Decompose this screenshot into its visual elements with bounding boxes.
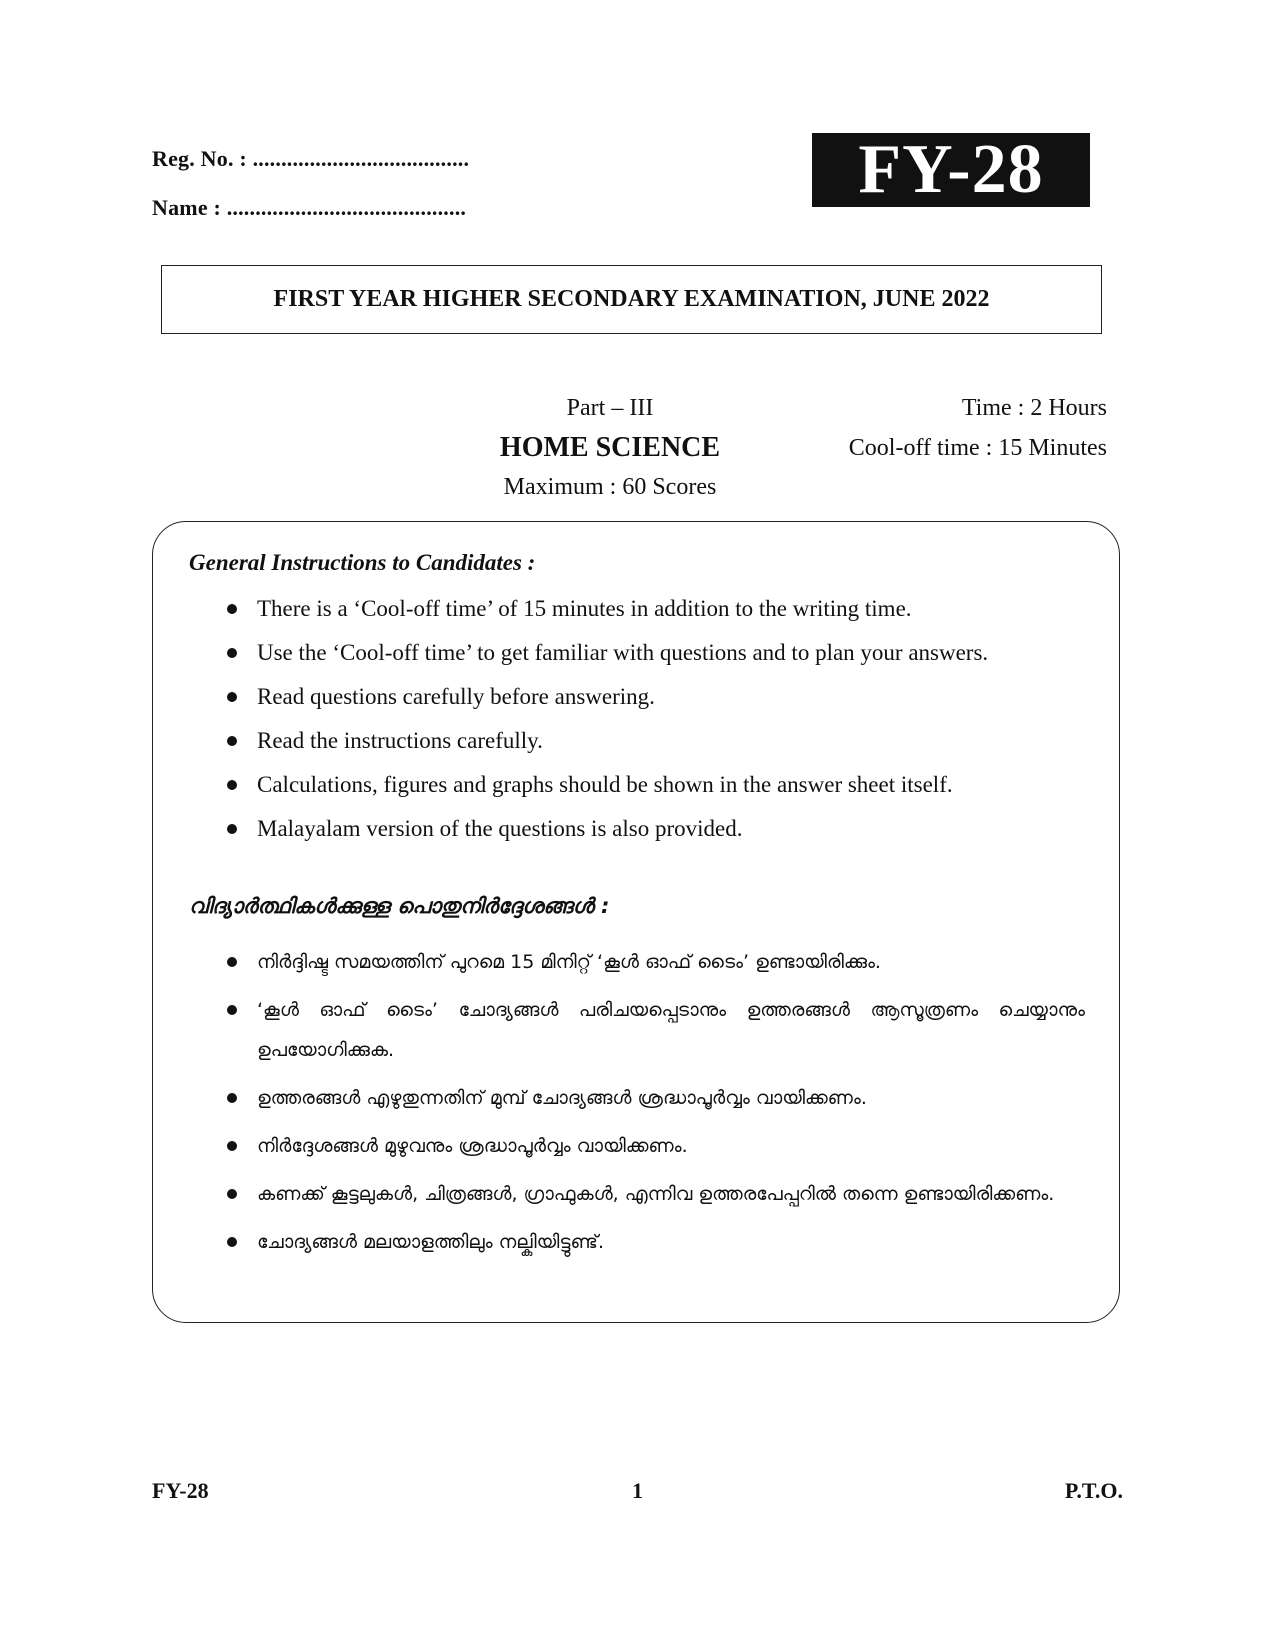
page-number: 1 bbox=[632, 1478, 643, 1503]
instruction-text: ഉത്തരങ്ങൾ എഴുതുന്നതിന് മുമ്പ് ചോദ്യങ്ങൾ ശ്രദ്ധാപൂർവ്വം വായിക്കണം. bbox=[257, 1087, 867, 1109]
instruction-text: ചോദ്യങ്ങൾ മലയാളത്തിലും നല്കിയിട്ടുണ്ട്. bbox=[257, 1231, 604, 1253]
list-item bbox=[189, 942, 1085, 982]
list-item bbox=[189, 638, 1085, 668]
bullet-icon bbox=[227, 1141, 237, 1151]
bullet-icon bbox=[227, 1093, 237, 1103]
exam-title-box bbox=[161, 265, 1102, 334]
list-item bbox=[189, 726, 1085, 756]
instruction-text: There is a ‘Cool-off time’ of 15 minutes in addition to the writing time. bbox=[257, 596, 912, 621]
please-turn-over: P.T.O. bbox=[1064, 1478, 1123, 1503]
part-label: Part – III bbox=[566, 395, 654, 421]
list-item bbox=[189, 814, 1085, 844]
instruction-text: Malayalam version of the questions is also provided. bbox=[257, 816, 743, 841]
bullet-icon bbox=[227, 648, 237, 658]
bullet-icon bbox=[227, 1005, 237, 1015]
bullet-icon bbox=[227, 736, 237, 746]
exam-time: Time : 2 Hours bbox=[961, 395, 1107, 421]
bullet-icon bbox=[227, 692, 237, 702]
exam-title: FIRST YEAR HIGHER SECONDARY EXAMINATION, JUNE 2022 bbox=[273, 286, 990, 312]
list-item bbox=[189, 1174, 1085, 1214]
bullet-icon bbox=[227, 957, 237, 967]
instruction-text: ‘കൂൾ ഓഫ് ടൈം’ ചോദ്യങ്ങൾ പരിചയപ്പെടാനും ഉത്തരങ്ങൾ ആസൂത്രണം ചെയ്യാനും ഉപയോഗിക്കുക. bbox=[257, 999, 1085, 1061]
maximum-score: Maximum : 60 Scores bbox=[503, 474, 717, 500]
footer-paper-code: FY-28 bbox=[152, 1478, 209, 1503]
list-item bbox=[189, 1222, 1085, 1262]
instruction-text: നിർദ്ദേശങ്ങൾ മുഴുവനും ശ്രദ്ധാപൂർവ്വം വായിക്കണം. bbox=[257, 1135, 688, 1157]
malayalam-instructions-list bbox=[189, 942, 1085, 1270]
name-field: Name : .......................................... bbox=[152, 195, 467, 220]
bullet-icon bbox=[227, 1237, 237, 1247]
bullet-icon bbox=[227, 1189, 237, 1199]
reg-no-field: Reg. No. : ...................................... bbox=[152, 146, 470, 171]
bullet-icon bbox=[227, 780, 237, 790]
instructions-box bbox=[152, 521, 1120, 1323]
instruction-text: Read questions carefully before answering. bbox=[257, 684, 655, 709]
instruction-text: Read the instructions carefully. bbox=[257, 728, 543, 753]
instruction-text: Calculations, figures and graphs should be shown in the answer sheet itself. bbox=[257, 772, 953, 797]
bullet-icon bbox=[227, 604, 237, 614]
bullet-icon bbox=[227, 824, 237, 834]
paper-code-badge: FY-28 bbox=[812, 133, 1090, 207]
list-item bbox=[189, 990, 1085, 1070]
instruction-text: നിർദ്ദിഷ്ട സമയത്തിന് പുറമെ 15 മിനിറ്റ് ‘കൂൾ ഓഫ് ടൈം’ ഉണ്ടായിരിക്കും. bbox=[257, 951, 881, 973]
list-item bbox=[189, 594, 1085, 624]
malayalam-instructions-heading: വിദ്യാർത്ഥികൾക്കുള്ള പൊതുനിർദ്ദേശങ്ങൾ : bbox=[189, 894, 610, 918]
english-instructions-heading: General Instructions to Candidates : bbox=[189, 550, 536, 575]
list-item bbox=[189, 1126, 1085, 1166]
list-item bbox=[189, 770, 1085, 800]
instruction-text: Use the ‘Cool-off time’ to get familiar with questions and to plan your answers. bbox=[257, 640, 989, 665]
list-item bbox=[189, 682, 1085, 712]
cool-off-time: Cool-off time : 15 Minutes bbox=[848, 435, 1107, 461]
english-instructions-list bbox=[189, 594, 1085, 858]
instruction-text: കണക്ക് കൂട്ടലുകൾ, ചിത്രങ്ങൾ, ഗ്രാഫുകൾ, എന്നിവ ഉത്തരപേപ്പറിൽ തന്നെ ഉണ്ടായിരിക്കണം. bbox=[257, 1183, 1055, 1205]
list-item bbox=[189, 1078, 1085, 1118]
subject-title: HOME SCIENCE bbox=[499, 432, 721, 463]
